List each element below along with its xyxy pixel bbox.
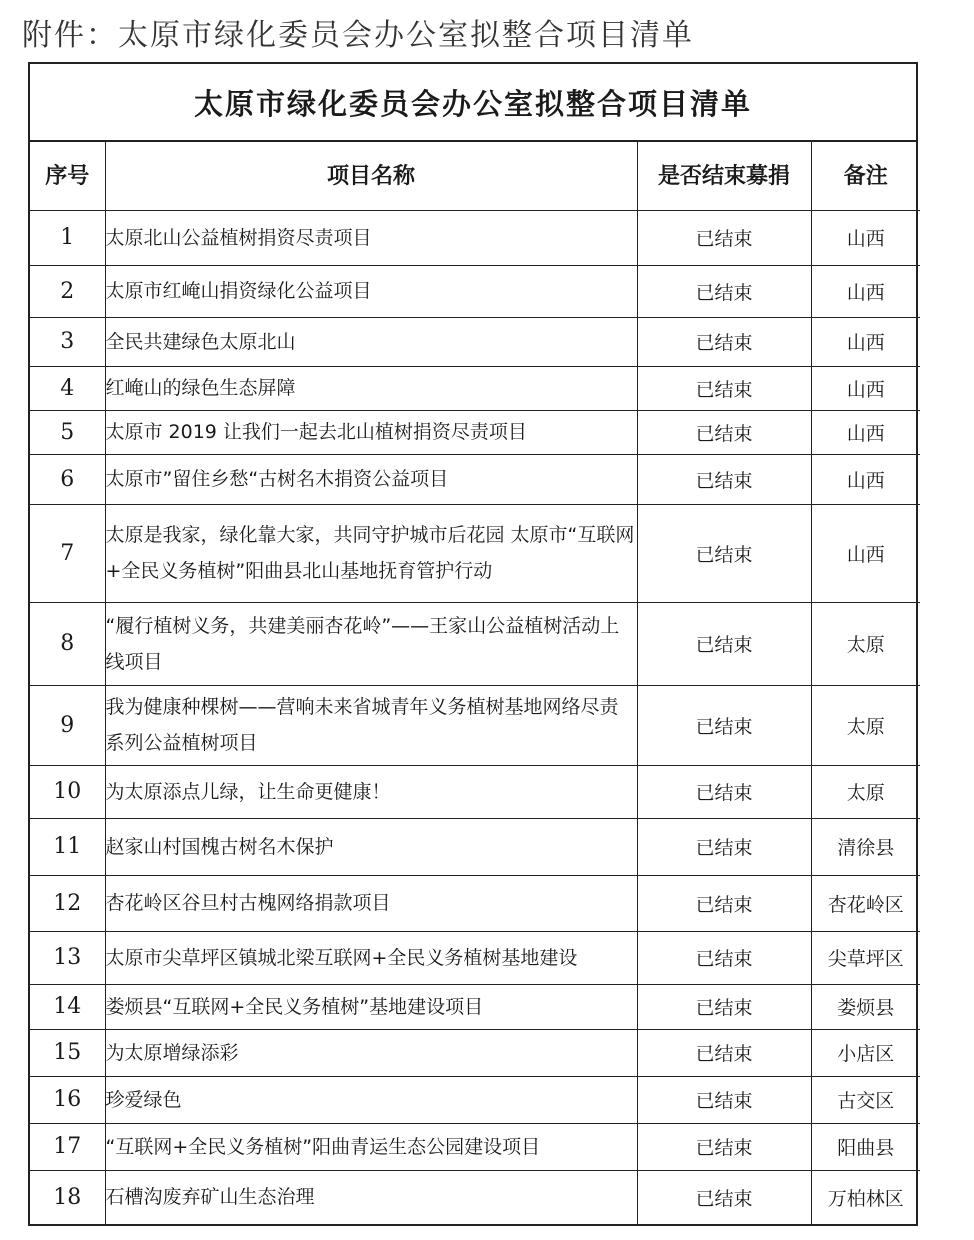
project-name: 珍爱绿色	[105, 1076, 637, 1123]
project-name: “互联网+全民义务植树”阳曲青运生态公园建设项目	[105, 1123, 637, 1170]
row-number: 13	[30, 931, 105, 984]
note-region: 小店区	[811, 1029, 920, 1076]
table-row	[30, 504, 920, 602]
project-name: 太原市红崦山捐资绿化公益项目	[105, 265, 637, 317]
note-region: 杏花岭区	[811, 875, 920, 931]
note-region: 太原	[811, 685, 920, 765]
note-region: 山西	[811, 265, 920, 317]
donation-status: 已结束	[637, 410, 811, 454]
donation-status: 已结束	[637, 685, 811, 765]
project-name: “履行植树义务，共建美丽杏花岭”——王家山公益植树活动上线项目	[105, 602, 637, 685]
note-region: 太原	[811, 765, 920, 818]
row-number: 7	[30, 504, 105, 602]
donation-status: 已结束	[637, 765, 811, 818]
donation-status: 已结束	[637, 875, 811, 931]
project-name: 石槽沟废弃矿山生态治理	[105, 1170, 637, 1224]
project-name: 太原市尖草坪区镇城北梁互联网+全民义务植树基地建设	[105, 931, 637, 984]
note-region: 山西	[811, 317, 920, 366]
row-number: 2	[30, 265, 105, 317]
row-number: 1	[30, 210, 105, 265]
project-name: 太原市”留住乡愁“古树名木捐资公益项目	[105, 454, 637, 504]
table-row	[30, 1076, 920, 1123]
table-row	[30, 1170, 920, 1224]
project-name: 全民共建绿色太原北山	[105, 317, 637, 366]
project-name: 为太原添点儿绿，让生命更健康！	[105, 765, 637, 818]
donation-status: 已结束	[637, 366, 811, 410]
table-row	[30, 366, 920, 410]
donation-status: 已结束	[637, 1076, 811, 1123]
project-name: 赵家山村国槐古树名木保护	[105, 818, 637, 875]
header-no: 序号	[30, 140, 105, 210]
project-name: 杏花岭区谷旦村古槐网络捐款项目	[105, 875, 637, 931]
table-row	[30, 317, 920, 366]
row-number: 16	[30, 1076, 105, 1123]
table-row	[30, 818, 920, 875]
header-row	[30, 140, 920, 210]
note-region: 娄烦县	[811, 984, 920, 1029]
project-name: 为太原增绿添彩	[105, 1029, 637, 1076]
project-name: 太原是我家，绿化靠大家，共同守护城市后花园 太原市“互联网+全民义务植树”阳曲县北山基地抚育管护行动	[105, 504, 637, 602]
table-row	[30, 875, 920, 931]
table-row	[30, 765, 920, 818]
note-region: 尖草坪区	[811, 931, 920, 984]
donation-status: 已结束	[637, 984, 811, 1029]
table-row	[30, 410, 920, 454]
table-row	[30, 602, 920, 685]
header-status: 是否结束募捐	[637, 140, 811, 210]
donation-status: 已结束	[637, 931, 811, 984]
project-name: 太原北山公益植树捐资尽责项目	[105, 210, 637, 265]
project-name: 我为健康种棵树——营响未来省城青年义务植树基地网络尽责系列公益植树项目	[105, 685, 637, 765]
note-region: 山西	[811, 410, 920, 454]
donation-status: 已结束	[637, 1029, 811, 1076]
note-region: 山西	[811, 504, 920, 602]
project-list-table	[30, 140, 920, 1224]
note-region: 万柏林区	[811, 1170, 920, 1224]
row-number: 10	[30, 765, 105, 818]
header-note: 备注	[811, 140, 920, 210]
donation-status: 已结束	[637, 210, 811, 265]
project-name: 娄烦县“互联网+全民义务植树”基地建设项目	[105, 984, 637, 1029]
row-number: 8	[30, 602, 105, 685]
note-region: 山西	[811, 454, 920, 504]
note-region: 山西	[811, 210, 920, 265]
table-row	[30, 1123, 920, 1170]
row-number: 11	[30, 818, 105, 875]
table-row	[30, 454, 920, 504]
donation-status: 已结束	[637, 818, 811, 875]
table-row	[30, 265, 920, 317]
donation-status: 已结束	[637, 1170, 811, 1224]
donation-status: 已结束	[637, 454, 811, 504]
note-region: 古交区	[811, 1076, 920, 1123]
table-row	[30, 984, 920, 1029]
table-row	[30, 210, 920, 265]
table-row	[30, 931, 920, 984]
project-name: 太原市 2019 让我们一起去北山植树捐资尽责项目	[105, 410, 637, 454]
row-number: 3	[30, 317, 105, 366]
note-region: 清徐县	[811, 818, 920, 875]
donation-status: 已结束	[637, 602, 811, 685]
table-title: 太原市绿化委员会办公室拟整合项目清单	[30, 64, 916, 142]
row-number: 12	[30, 875, 105, 931]
row-number: 6	[30, 454, 105, 504]
table-row	[30, 1029, 920, 1076]
donation-status: 已结束	[637, 265, 811, 317]
row-number: 4	[30, 366, 105, 410]
donation-status: 已结束	[637, 317, 811, 366]
page-heading: 附件：太原市绿化委员会办公室拟整合项目清单	[22, 18, 694, 53]
project-name: 红崦山的绿色生态屏障	[105, 366, 637, 410]
donation-status: 已结束	[637, 504, 811, 602]
row-number: 17	[30, 1123, 105, 1170]
project-table-frame	[28, 62, 918, 1226]
table-row	[30, 685, 920, 765]
row-number: 9	[30, 685, 105, 765]
note-region: 太原	[811, 602, 920, 685]
note-region: 山西	[811, 366, 920, 410]
row-number: 5	[30, 410, 105, 454]
header-name: 项目名称	[105, 140, 637, 210]
donation-status: 已结束	[637, 1123, 811, 1170]
row-number: 15	[30, 1029, 105, 1076]
note-region: 阳曲县	[811, 1123, 920, 1170]
row-number: 14	[30, 984, 105, 1029]
row-number: 18	[30, 1170, 105, 1224]
